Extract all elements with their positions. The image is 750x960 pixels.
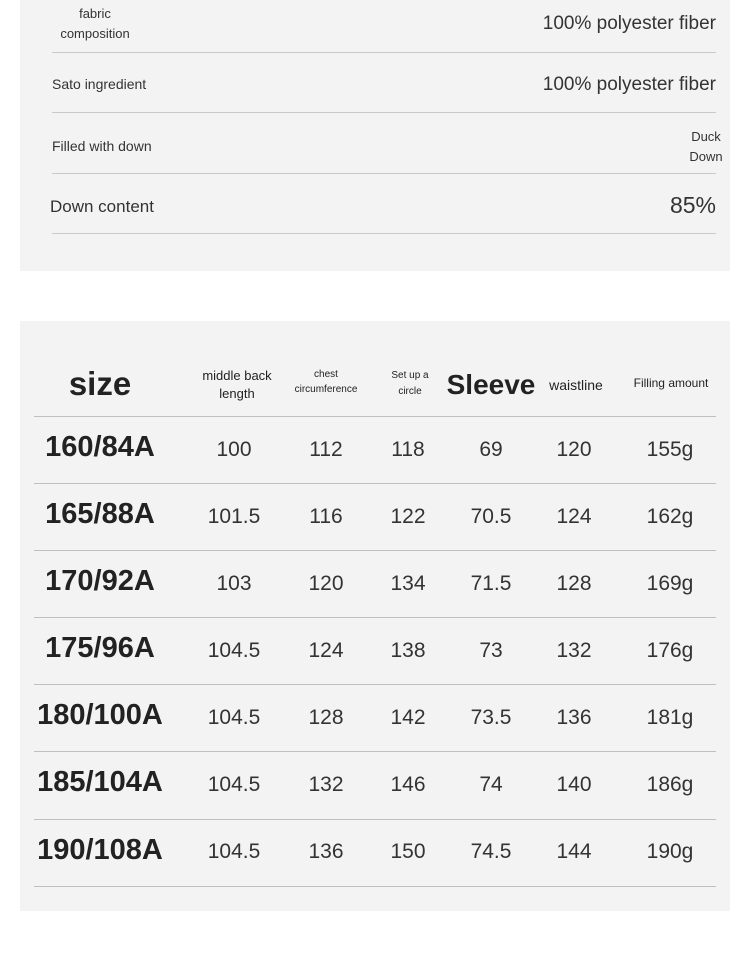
waistline-cell: 120 [556, 438, 592, 461]
header-line: middle back [202, 368, 272, 383]
size-chart-panel [20, 321, 730, 911]
header-chest-circumference [282, 367, 370, 397]
header-line: chest [314, 369, 338, 380]
material-row-fabric [52, 0, 716, 53]
back-length-cell: 101.5 [207, 505, 261, 528]
table-divider [34, 751, 716, 752]
back-length-cell: 100 [216, 438, 252, 461]
label-line: fabric [79, 6, 111, 21]
header-filling-amount: Filling amount [633, 376, 709, 390]
material-value: 85% [669, 192, 716, 218]
waistline-cell: 140 [556, 773, 592, 796]
sleeve-cell: 73.5 [470, 706, 512, 729]
size-cell: 185/104A [37, 766, 163, 798]
table-divider [34, 819, 716, 820]
waistline-cell: 124 [556, 505, 592, 528]
material-value: 100% polyester fiber [542, 74, 716, 95]
header-size: size [68, 365, 132, 402]
sleeve-cell: 69 [479, 438, 503, 461]
setup-cell: 142 [390, 706, 426, 729]
sleeve-cell: 74 [479, 773, 503, 796]
back-length-cell: 104.5 [207, 840, 261, 863]
filling-cell: 162g [646, 505, 694, 528]
back-length-cell: 104.5 [207, 706, 261, 729]
material-value [682, 127, 730, 167]
header-waistline: waistline [549, 377, 603, 393]
setup-cell: 146 [390, 773, 426, 796]
size-cell: 160/84A [45, 431, 155, 463]
setup-cell: 150 [390, 840, 426, 863]
waistline-cell: 132 [556, 639, 592, 662]
label-line: composition [60, 26, 130, 41]
setup-cell: 134 [390, 572, 426, 595]
size-cell: 190/108A [37, 834, 163, 866]
filling-cell: 169g [646, 572, 694, 595]
back-length-cell: 103 [216, 572, 252, 595]
waistline-cell: 144 [556, 840, 592, 863]
chest-cell: 124 [308, 639, 344, 662]
material-row-down [52, 112, 723, 174]
header-line: length [219, 386, 255, 401]
materials-panel [20, 0, 730, 271]
material-label: Filled with down [52, 138, 152, 154]
header-setup-circle [380, 368, 440, 400]
size-cell: 165/88A [45, 498, 155, 530]
chest-cell: 112 [309, 438, 343, 461]
filling-cell: 181g [646, 706, 694, 729]
table-divider [34, 886, 716, 887]
material-label [52, 4, 138, 44]
table-divider [34, 684, 716, 685]
material-row-sato [52, 52, 716, 113]
size-cell: 180/100A [37, 699, 163, 731]
waistline-cell: 136 [556, 706, 592, 729]
size-cell: 170/92A [45, 565, 155, 597]
chest-cell: 128 [308, 706, 344, 729]
filling-cell: 155g [646, 438, 694, 461]
setup-cell: 122 [390, 505, 426, 528]
sleeve-cell: 73 [479, 639, 503, 662]
table-divider [34, 617, 716, 618]
setup-cell: 138 [390, 639, 426, 662]
value-line: Down [689, 149, 723, 164]
chest-cell: 132 [308, 773, 344, 796]
back-length-cell: 104.5 [207, 639, 261, 662]
header-line: circle [398, 386, 422, 397]
sleeve-cell: 70.5 [470, 505, 512, 528]
size-cell: 175/96A [45, 632, 155, 664]
sleeve-cell: 74.5 [470, 840, 512, 863]
header-middle-back-length [190, 367, 284, 403]
chest-cell: 136 [308, 840, 344, 863]
header-line: circumference [294, 384, 358, 395]
table-divider [34, 550, 716, 551]
material-label: Down content [50, 197, 154, 216]
table-divider [34, 483, 716, 484]
value-line: Duck [691, 129, 721, 144]
header-sleeve: Sleeve [446, 369, 536, 400]
header-line: Set up a [391, 370, 429, 381]
filling-cell: 186g [646, 773, 694, 796]
material-label: Sato ingredient [52, 76, 147, 92]
waistline-cell: 128 [556, 572, 592, 595]
material-value: 100% polyester fiber [542, 13, 716, 34]
table-divider [34, 416, 716, 417]
filling-cell: 176g [646, 639, 694, 662]
material-row-down-content [52, 173, 716, 234]
setup-cell: 118 [391, 438, 425, 461]
sleeve-cell: 71.5 [470, 572, 512, 595]
back-length-cell: 104.5 [207, 773, 261, 796]
chest-cell: 116 [309, 505, 343, 528]
chest-cell: 120 [308, 572, 344, 595]
filling-cell: 190g [646, 840, 694, 863]
